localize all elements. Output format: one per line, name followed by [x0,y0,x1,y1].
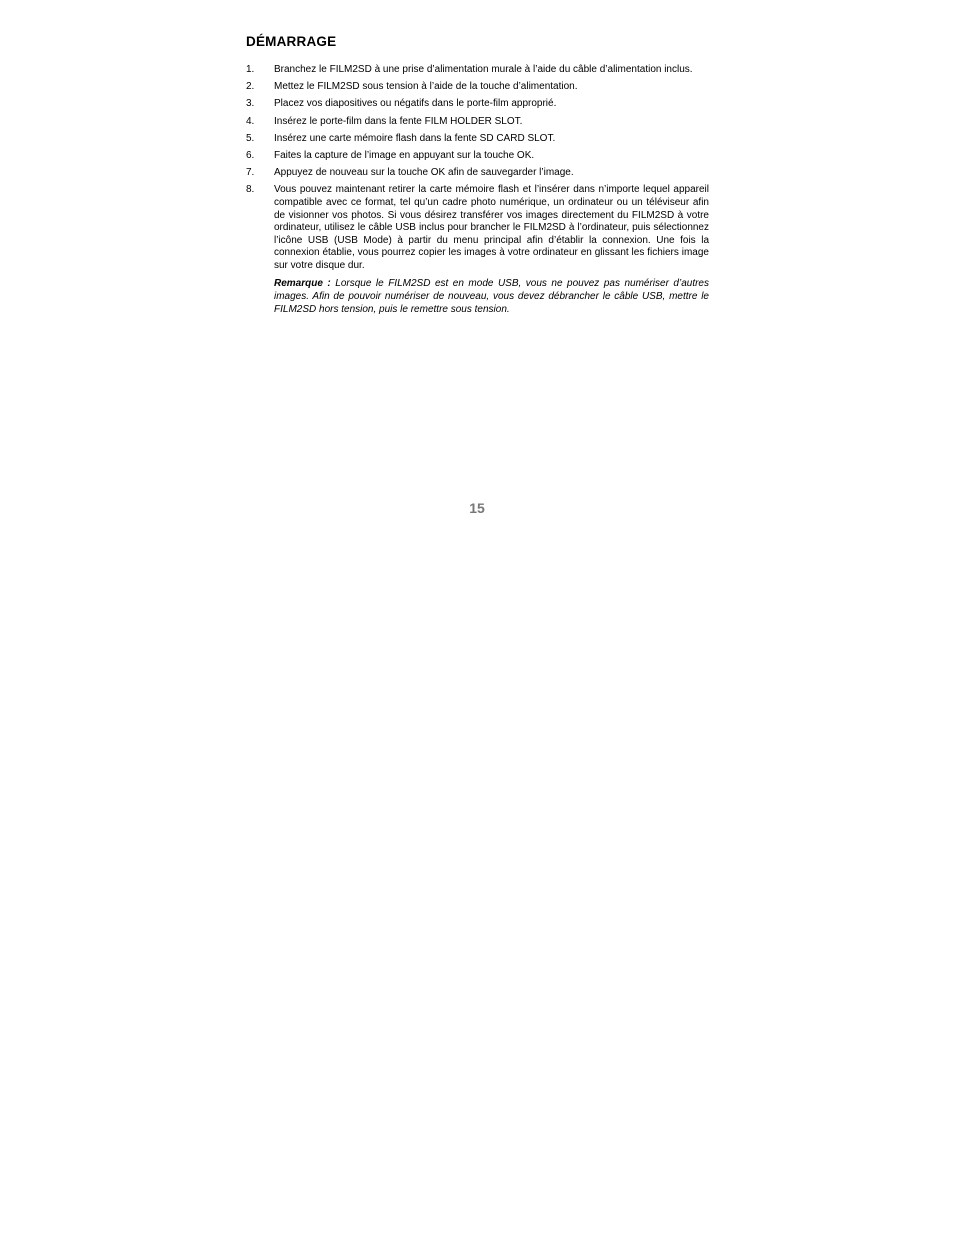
step-text: Insérez une carte mémoire flash dans la fente SD CARD SLOT. [274,132,556,144]
list-item [246,64,709,77]
step-number: 3. [246,98,255,110]
step-text: Insérez le porte-film dans la fente FILM HOLDER SLOT. [274,115,523,127]
step-text: Vous pouvez maintenant retirer la carte mémoire flash et l’insérer dans n’importe lequel appareil compatible avec ce format, tel qu’un cadre photo numérique, un ordinateur ou un téléviseur afin de visionner vos photos. Si vous désirez transférer vos images directement du FILM2SD à votre ordinateur, utilisez le câble USB inclus pour brancher le FILM2SD à l’ordinateur, puis sélectionnez l’icône USB (USB Mode) à partir du menu principal afin d’établir la connexion. Une fois la connexion établie, vous pourrez copier les images à votre ordinateur en glissant les fichiers image sur votre disque dur. [274,184,709,271]
step-text: Appuyez de nouveau sur la touche OK afin de sauvegarder l’image. [274,167,574,179]
step-text: Mettez le FILM2SD sous tension à l’aide de la touche d’alimentation. [274,81,578,93]
list-item [246,98,709,111]
list-item [246,81,709,94]
section-title: DÉMARRAGE [246,34,337,49]
step-number: 4. [246,115,255,127]
step-number: 6. [246,149,255,161]
list-item [246,150,709,163]
list-item [246,133,709,146]
step-number: 1. [246,64,255,75]
list-item [246,184,709,272]
page-content [246,34,709,316]
note-label: Remarque : [274,278,331,290]
steps-list [246,64,709,272]
step-text: Branchez le FILM2SD à une prise d’alimentation murale à l’aide du câble d’alimentation inclus. [274,64,693,75]
step-text: Faites la capture de l’image en appuyant sur la touche OK. [274,149,535,161]
step-number: 7. [246,167,255,179]
step-text: Placez vos diapositives ou négatifs dans le porte-film approprié. [274,98,557,110]
page-number: 15 [469,500,485,516]
note-paragraph [274,278,709,316]
list-item [246,167,709,180]
note-text: Lorsque le FILM2SD est en mode USB, vous ne pouvez pas numériser d’autres images. Afin de pouvoir numériser de nouveau, vous devez débrancher le câble USB, mettre le FILM2SD hors tension, puis le remettre sous tension. [274,278,709,315]
list-item [246,116,709,129]
step-number: 8. [246,184,255,196]
step-number: 5. [246,132,255,144]
step-number: 2. [246,81,255,93]
